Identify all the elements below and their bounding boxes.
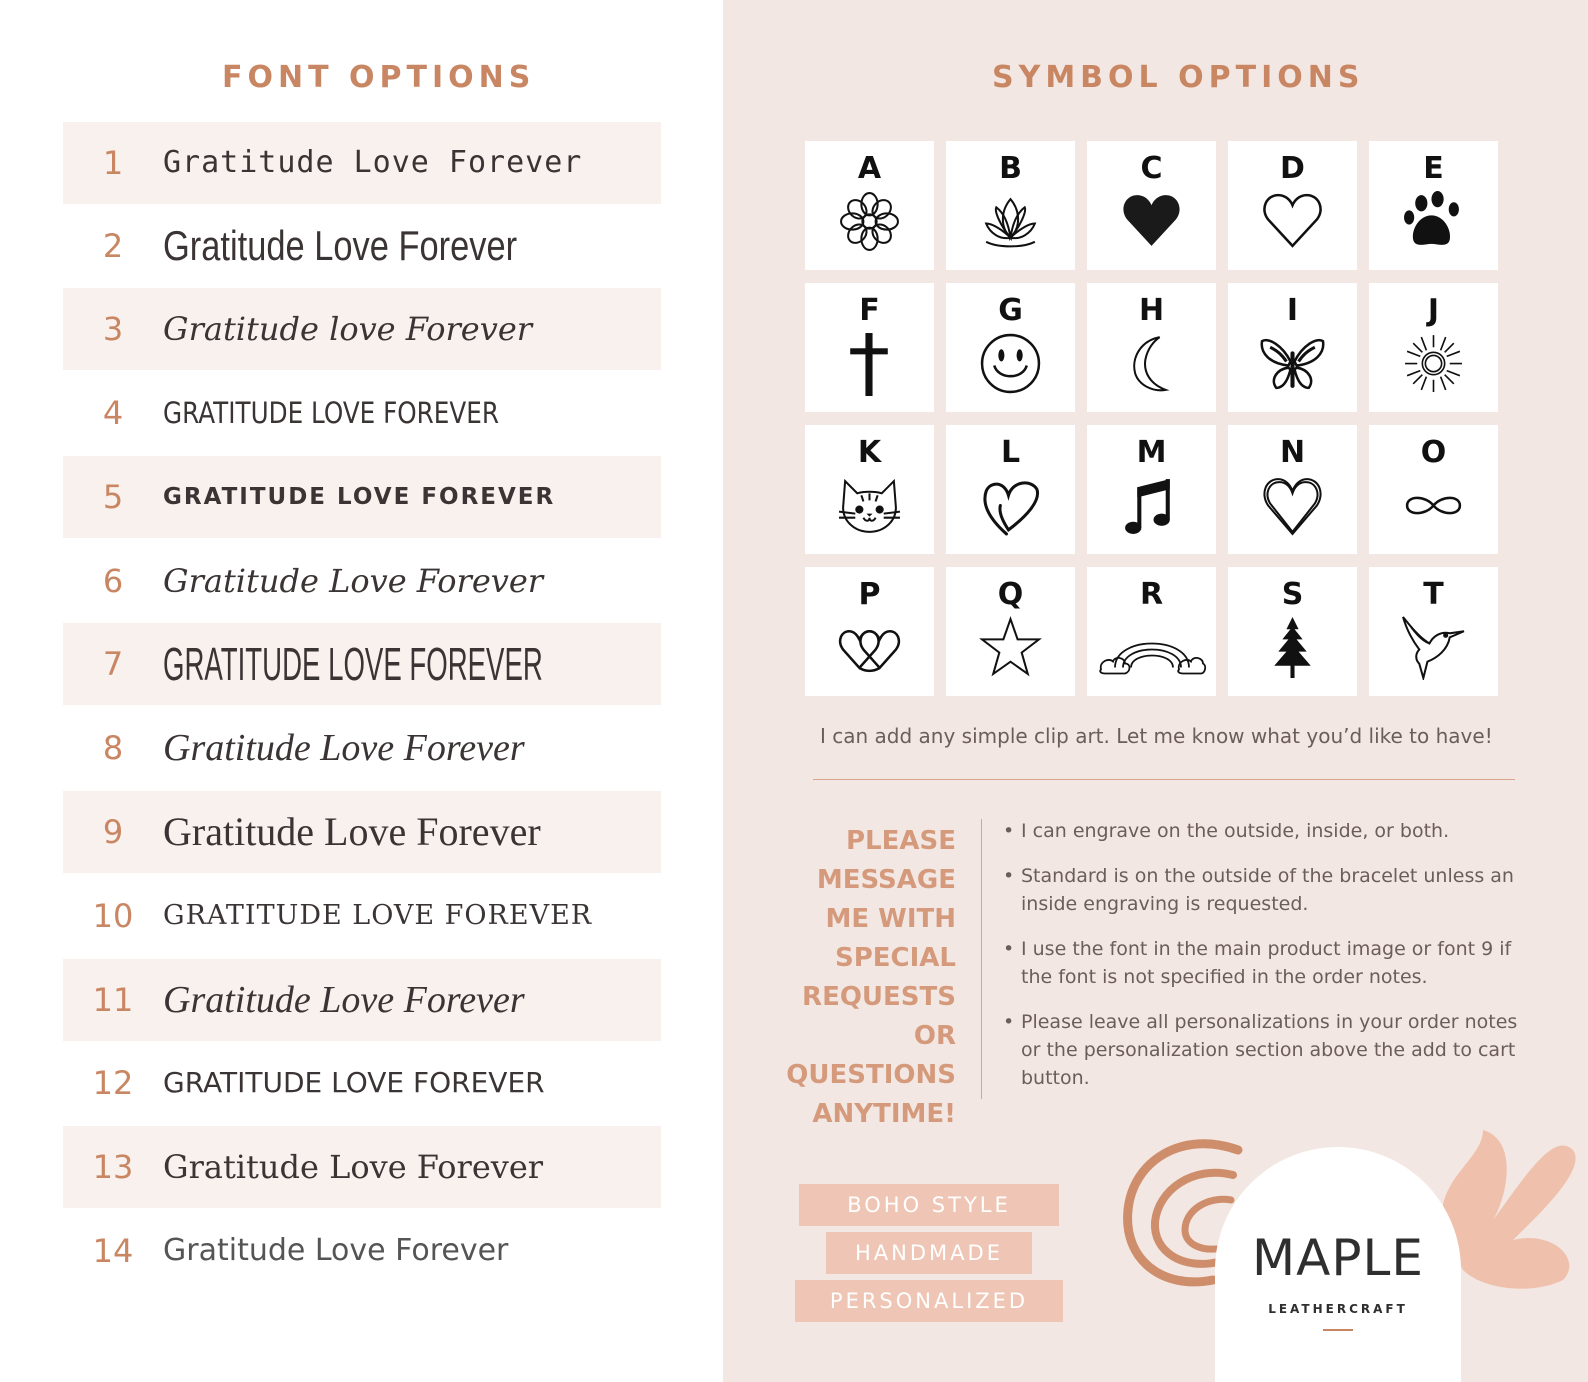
font-option-row bbox=[63, 540, 661, 622]
moon-icon bbox=[1119, 331, 1184, 396]
font-number: 1 bbox=[102, 144, 124, 182]
message-title-line: MESSAGE bbox=[816, 865, 956, 895]
symbol-letter: A bbox=[857, 151, 882, 186]
font-options-title: FONT OPTIONS bbox=[222, 60, 536, 95]
symbol-option-t bbox=[1369, 567, 1498, 696]
brand-name: MAPLE bbox=[1252, 1229, 1424, 1287]
font-sample: Gratitude Love Forever bbox=[163, 1148, 544, 1186]
filled-heart-icon bbox=[1119, 189, 1184, 254]
font-sample: Gratitude Love Forever bbox=[163, 1233, 509, 1268]
symbol-option-p bbox=[805, 567, 934, 696]
symbol-letter: L bbox=[1000, 435, 1021, 470]
font-sample: GRATITUDE LOVE FOREVER bbox=[163, 396, 499, 430]
engraving-notes bbox=[1001, 817, 1541, 1109]
font-sample: Gratitude Love Forever bbox=[163, 979, 525, 1021]
double-heart-icon bbox=[837, 615, 902, 680]
symbol-options-title: SYMBOL OPTIONS bbox=[992, 60, 1365, 95]
flower-icon bbox=[837, 189, 902, 254]
symbol-option-f bbox=[805, 283, 934, 412]
font-number: 4 bbox=[102, 394, 124, 432]
font-option-row bbox=[63, 205, 661, 287]
symbol-options-panel bbox=[723, 0, 1588, 1382]
symbol-letter: D bbox=[1280, 151, 1305, 186]
font-number: 7 bbox=[102, 645, 124, 683]
font-option-row bbox=[63, 288, 661, 370]
message-title bbox=[756, 822, 956, 1134]
note-bullet: • I can engrave on the outside, inside, or both. bbox=[1001, 817, 1541, 845]
symbol-option-e bbox=[1369, 141, 1498, 270]
sun-icon bbox=[1401, 331, 1466, 396]
vertical-divider bbox=[981, 819, 982, 1099]
symbol-letter: E bbox=[1423, 151, 1444, 186]
message-title-line: QUESTIONS bbox=[786, 1060, 956, 1090]
message-title-line: PLEASE bbox=[846, 826, 956, 856]
symbol-letter: O bbox=[1420, 435, 1447, 470]
symbol-option-o bbox=[1369, 425, 1498, 554]
symbol-letter: C bbox=[1140, 151, 1163, 186]
symbol-option-i bbox=[1228, 283, 1357, 412]
note-bullet: • Please leave all personalizations in your order notes or the personalization section above the add to cart button. bbox=[1001, 1008, 1541, 1092]
symbol-option-a bbox=[805, 141, 934, 270]
symbol-letter: S bbox=[1281, 577, 1304, 612]
butterfly-icon bbox=[1260, 331, 1325, 396]
brand-subtitle: LEATHERCRAFT bbox=[1268, 1302, 1408, 1316]
font-option-row bbox=[63, 122, 661, 204]
symbol-letter: J bbox=[1427, 293, 1440, 328]
font-number: 9 bbox=[102, 813, 124, 851]
tree-icon bbox=[1260, 615, 1325, 680]
tag-handmade: HANDMADE bbox=[826, 1232, 1032, 1274]
tag-boho-style: BOHO STYLE bbox=[799, 1184, 1059, 1226]
symbol-letter: K bbox=[857, 435, 882, 470]
star-icon bbox=[978, 615, 1043, 680]
font-number: 5 bbox=[102, 478, 124, 516]
message-title-line: SPECIAL bbox=[835, 943, 956, 973]
symbol-option-r bbox=[1087, 567, 1216, 696]
symbol-letter: R bbox=[1139, 577, 1164, 612]
hummingbird-icon bbox=[1401, 615, 1466, 680]
note-bullet: • I use the font in the main product image or font 9 if the font is not specified in the order notes. bbox=[1001, 935, 1541, 991]
font-option-row bbox=[63, 1210, 661, 1292]
font-number: 6 bbox=[102, 562, 124, 600]
font-option-row bbox=[63, 1042, 661, 1124]
font-option-row bbox=[63, 959, 661, 1041]
symbol-option-h bbox=[1087, 283, 1216, 412]
note-bullet: • Standard is on the outside of the bracelet unless an inside engraving is requested. bbox=[1001, 862, 1541, 918]
font-sample: Gratitude Love Forever bbox=[163, 809, 541, 854]
symbol-letter: G bbox=[998, 293, 1023, 328]
symbol-letter: P bbox=[858, 577, 881, 612]
symbol-letter: T bbox=[1423, 577, 1444, 612]
message-title-line: REQUESTS OR bbox=[802, 982, 956, 1051]
brand-badge bbox=[1215, 1147, 1461, 1382]
message-title-line: ME WITH bbox=[825, 904, 956, 934]
font-sample: Gratitude Love Forever bbox=[163, 222, 518, 269]
symbol-letter: H bbox=[1138, 293, 1165, 328]
symbol-option-k bbox=[805, 425, 934, 554]
font-number: 13 bbox=[92, 1148, 134, 1186]
clip-art-note: I can add any simple clip art. Let me know what you’d like to have! bbox=[820, 724, 1493, 748]
sketch-heart-icon bbox=[1260, 473, 1325, 538]
symbol-letter: I bbox=[1286, 293, 1299, 328]
paw-icon bbox=[1401, 189, 1466, 254]
font-number: 8 bbox=[102, 729, 124, 767]
lotus-icon bbox=[978, 189, 1043, 254]
symbol-option-d bbox=[1228, 141, 1357, 270]
symbol-letter: M bbox=[1136, 435, 1167, 470]
symbol-letter: F bbox=[859, 293, 880, 328]
font-sample: Gratitude Love Forever bbox=[163, 727, 525, 769]
font-sample: GRATITUDE LOVE FOREVER bbox=[163, 638, 543, 690]
cross-icon bbox=[837, 331, 902, 396]
font-sample: Gratitude love Forever bbox=[163, 310, 533, 348]
font-number: 3 bbox=[102, 310, 124, 348]
font-option-row bbox=[63, 875, 661, 957]
font-sample: GRATITUDE LOVE FOREVER bbox=[163, 484, 556, 510]
font-sample: GRATITUDE LOVE FOREVER bbox=[163, 1066, 545, 1099]
font-option-row bbox=[63, 623, 661, 705]
smiley-icon bbox=[978, 331, 1043, 396]
font-sample: Gratitude Love Forever bbox=[163, 145, 583, 180]
symbol-option-n bbox=[1228, 425, 1357, 554]
infinity-icon bbox=[1401, 473, 1466, 538]
symbol-option-l bbox=[946, 425, 1075, 554]
tag-personalized: PERSONALIZED bbox=[795, 1280, 1063, 1322]
divider bbox=[813, 779, 1515, 780]
font-number: 12 bbox=[92, 1064, 134, 1102]
font-options-panel bbox=[0, 0, 723, 1382]
font-option-row bbox=[63, 456, 661, 538]
symbol-option-b bbox=[946, 141, 1075, 270]
symbol-letter: N bbox=[1279, 435, 1306, 470]
symbol-option-s bbox=[1228, 567, 1357, 696]
music-note-icon bbox=[1119, 473, 1184, 538]
font-option-row bbox=[63, 791, 661, 873]
symbol-option-q bbox=[946, 567, 1075, 696]
rainbow-icon bbox=[1119, 615, 1184, 680]
message-title-line: ANYTIME! bbox=[812, 1099, 956, 1129]
symbol-option-g bbox=[946, 283, 1075, 412]
outline-heart-icon bbox=[1260, 189, 1325, 254]
font-option-row bbox=[63, 1126, 661, 1208]
font-number: 11 bbox=[92, 981, 134, 1019]
symbol-letter: Q bbox=[997, 577, 1024, 612]
symbol-option-c bbox=[1087, 141, 1216, 270]
font-option-row bbox=[63, 372, 661, 454]
cat-icon bbox=[837, 473, 902, 538]
symbol-option-m bbox=[1087, 425, 1216, 554]
font-option-row bbox=[63, 707, 661, 789]
font-sample: Gratitude Love Forever bbox=[163, 562, 544, 600]
font-sample: GRATITUDE LOVE FOREVER bbox=[163, 900, 593, 931]
font-number: 10 bbox=[92, 897, 134, 935]
font-number: 14 bbox=[92, 1232, 134, 1270]
brand-dash bbox=[1323, 1329, 1353, 1331]
font-number: 2 bbox=[102, 227, 124, 265]
symbol-option-j bbox=[1369, 283, 1498, 412]
symbol-letter: B bbox=[999, 151, 1022, 186]
script-heart-icon bbox=[978, 473, 1043, 538]
